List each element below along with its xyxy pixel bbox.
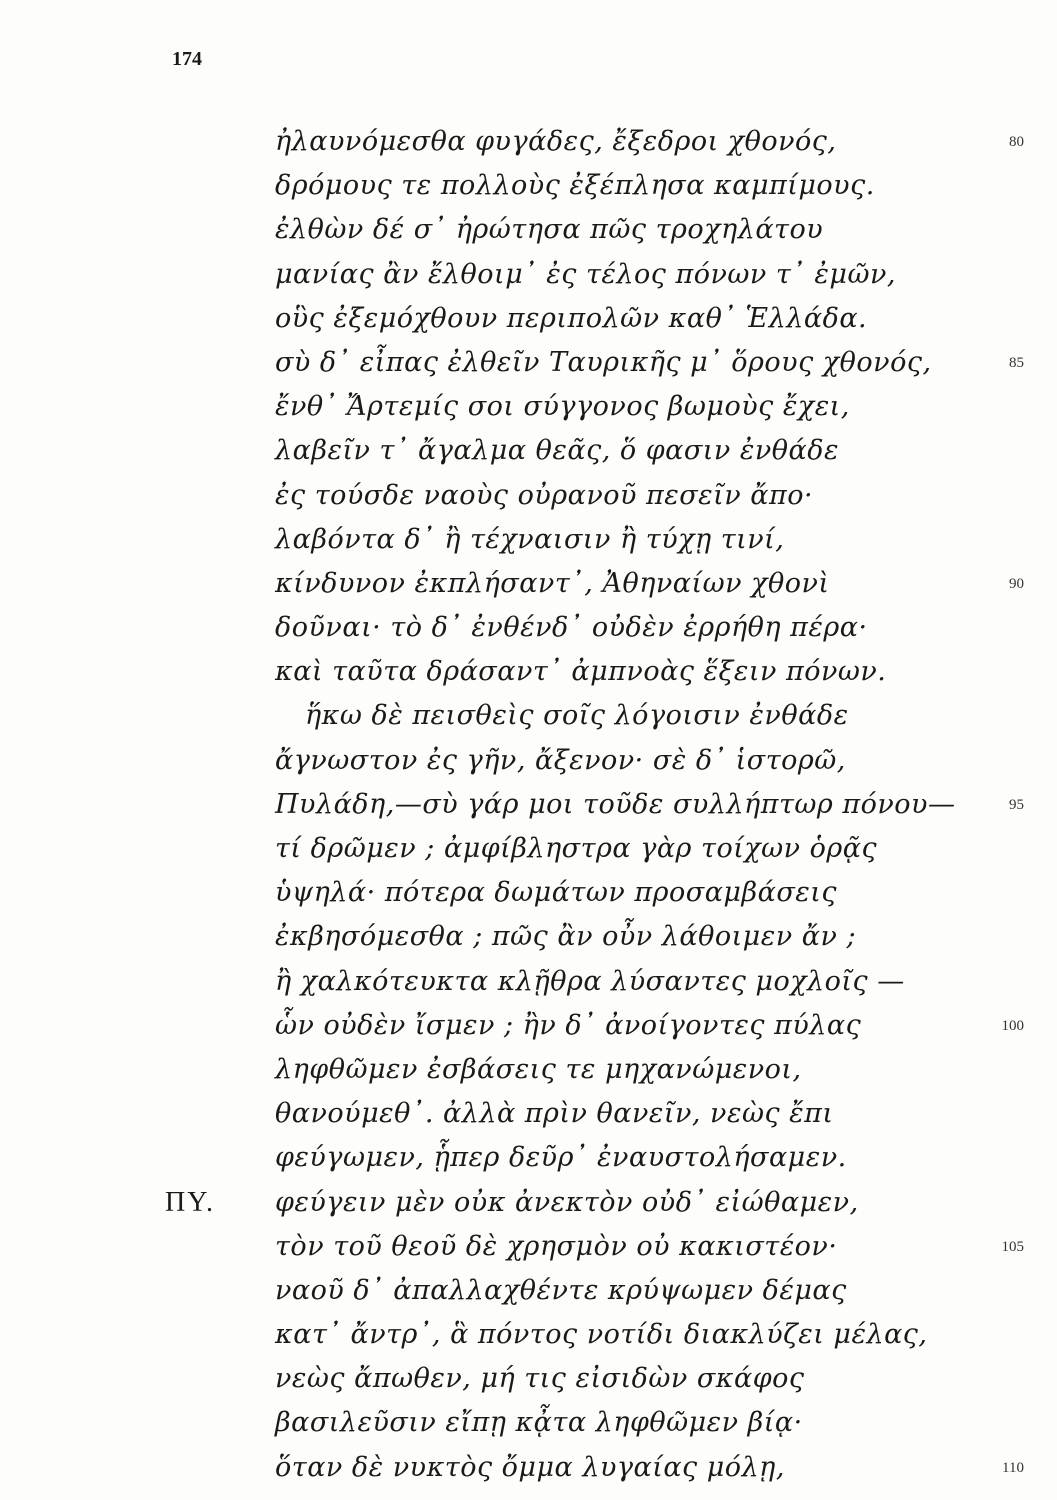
verse-text: τὸν τοῦ θεοῦ δὲ χρησμὸν οὐ κακιστέον· [275, 1230, 838, 1262]
verse-text: θανούμεθ᾽. ἀλλὰ πρὶν θανεῖν, νεὼς ἔπι [275, 1098, 834, 1130]
verse-text: σὺ δ᾽ εἶπας ἐλθεῖν Ταυρικῆς μ᾽ ὅρους χθονός, [275, 346, 932, 378]
verse-line [0, 562, 1057, 606]
verse-text: κατ᾽ ἄντρ᾽, ἃ πόντος νοτίδι διακλύζει μέλας, [275, 1319, 928, 1351]
verse-line [0, 253, 1057, 297]
verse-text: λαβεῖν τ᾽ ἄγαλμα θεᾶς, ὅ φασιν ἐνθάδε [275, 435, 840, 467]
verse-text: ἐς τούσδε ναοὺς οὐρανοῦ πεσεῖν ἄπο· [275, 479, 814, 511]
line-number: 95 [1009, 796, 1024, 813]
verse-line [0, 1446, 1057, 1490]
verse-text: ὧν οὐδὲν ἴσμεν ; ἢν δ᾽ ἀνοίγοντες πύλας [275, 1009, 862, 1041]
verse-line [0, 960, 1057, 1004]
verse-text: δρόμους τε πολλοὺς ἐξέπλησα καμπίμους. [275, 170, 875, 202]
verse-line [0, 1225, 1057, 1269]
verse-line [0, 120, 1057, 164]
verse-text: φεύγωμεν, ᾗπερ δεῦρ᾽ ἐναυστολήσαμεν. [275, 1142, 847, 1174]
verse-text: Πυλάδη,—σὺ γάρ μοι τοῦδε συλλήπτωρ πόνου— [275, 788, 956, 820]
verse-line [0, 385, 1057, 429]
page-number: 174 [172, 48, 202, 70]
verse-line [0, 606, 1057, 650]
verse-line [0, 474, 1057, 518]
line-number: 85 [1009, 354, 1024, 371]
verse-text: ὑψηλά· πότερα δωμάτων προσαμβάσεις [275, 877, 837, 909]
line-number: 90 [1009, 575, 1024, 592]
verse-line [0, 783, 1057, 827]
verse-line [0, 164, 1057, 208]
verse-line [0, 208, 1057, 252]
verse-text: βασιλεῦσιν εἴπῃ κᾆτα ληφθῶμεν βίᾳ· [275, 1407, 803, 1439]
verse-text: ληφθῶμεν ἐσβάσεις τε μηχανώμενοι, [275, 1053, 802, 1085]
verse-text: λαβόντα δ᾽ ἢ τέχναισιν ἢ τύχῃ τινί, [275, 523, 785, 555]
verse-line [0, 1181, 1057, 1225]
verse-text: ἐλθὼν δέ σ᾽ ἠρώτησα πῶς τροχηλάτου [275, 214, 824, 246]
verse-line [0, 1136, 1057, 1180]
verse-line [0, 341, 1057, 385]
verse-line [0, 1048, 1057, 1092]
verse-line [0, 827, 1057, 871]
line-number: 105 [1001, 1238, 1024, 1255]
verse-text: ναοῦ δ᾽ ἀπαλλαχθέντε κρύψωμεν δέμας [275, 1274, 847, 1306]
verse-text: ἥκω δὲ πεισθεὶς σοῖς λόγοισιν ἐνθάδε [305, 700, 849, 732]
verse-line [0, 694, 1057, 738]
verse-line [0, 1313, 1057, 1357]
verse-text: ἢ χαλκότευκτα κλῇθρα λύσαντες μοχλοῖς — [275, 965, 905, 997]
verse-line [0, 915, 1057, 959]
verse-line [0, 1401, 1057, 1445]
verse-line [0, 1092, 1057, 1136]
verse-text: κίνδυνον ἐκπλήσαντ᾽, Ἀθηναίων χθονὶ [275, 567, 830, 599]
verse-text: μανίας ἂν ἔλθοιμ᾽ ἐς τέλος πόνων τ᾽ ἐμῶν, [275, 258, 896, 290]
line-number: 100 [1001, 1017, 1024, 1034]
speaker-label: ΠΥ. [165, 1186, 215, 1218]
verse-line [0, 739, 1057, 783]
verse-text: φεύγειν μὲν οὐκ ἀνεκτὸν οὐδ᾽ εἰώθαμεν, [275, 1186, 859, 1218]
verse-line [0, 871, 1057, 915]
verse-text: ἠλαυνόμεσθα φυγάδες, ἔξεδροι χθονός, [275, 126, 837, 157]
verse-line [0, 1004, 1057, 1048]
verse-text: δοῦναι· τὸ δ᾽ ἐνθένδ᾽ οὐδὲν ἐρρήθη πέρα· [275, 612, 868, 644]
verse-text: ἔνθ᾽ Ἄρτεμίς σοι σύγγονος βωμοὺς ἔχει, [275, 391, 850, 423]
verse-line [0, 518, 1057, 562]
verse-line [0, 1269, 1057, 1313]
verse-line [0, 297, 1057, 341]
verse-text: καὶ ταῦτα δράσαντ᾽ ἀμπνοὰς ἕξειν πόνων. [275, 656, 887, 688]
verse-line [0, 650, 1057, 694]
verse-line [0, 1357, 1057, 1401]
verse-text: οὓς ἐξεμόχθουν περιπολῶν καθ᾽ Ἑλλάδα. [275, 302, 868, 334]
verse-block [0, 120, 1057, 1490]
verse-text: ἐκβησόμεσθα ; πῶς ἂν οὖν λάθοιμεν ἄν ; [275, 921, 857, 953]
verse-text: ὅταν δὲ νυκτὸς ὄμμα λυγαίας μόλῃ, [275, 1451, 785, 1483]
verse-text: νεὼς ἄπωθεν, μή τις εἰσιδὼν σκάφος [275, 1363, 805, 1395]
verse-line [0, 429, 1057, 473]
line-number: 80 [1009, 134, 1024, 150]
line-number: 110 [1002, 1459, 1024, 1476]
verse-text: ἄγνωστον ἐς γῆν, ἄξενον· σὲ δ᾽ ἱστορῶ, [275, 744, 846, 776]
verse-text: τί δρῶμεν ; ἀμφίβληστρα γὰρ τοίχων ὁρᾷς [275, 833, 878, 864]
